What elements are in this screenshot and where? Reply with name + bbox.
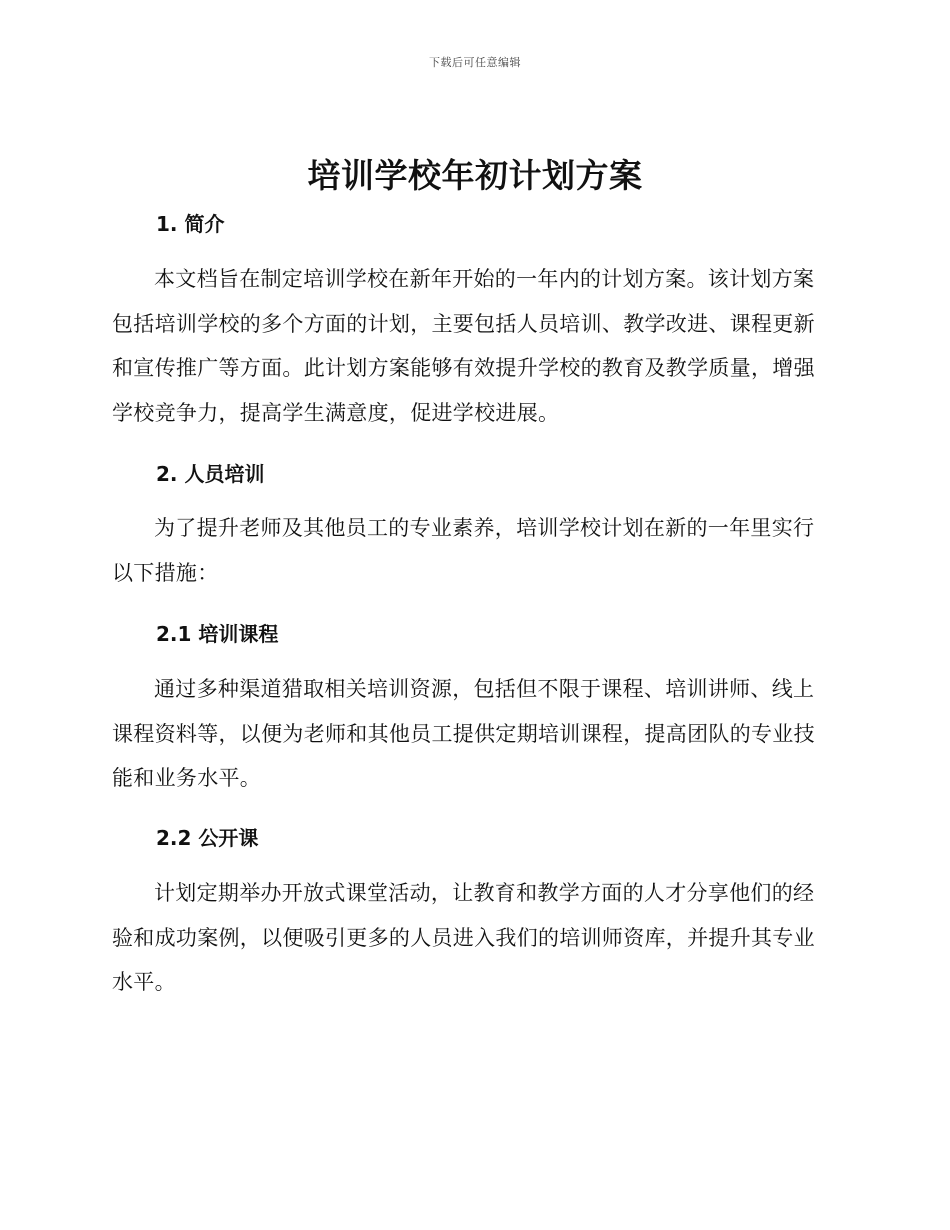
section-heading-open-class: 2.2 公开课	[156, 826, 259, 850]
section-heading-staff-training: 2. 人员培训	[156, 462, 265, 486]
section-paragraph-open-class: 计划定期举办开放式课堂活动，让教育和教学方面的人才分享他们的经验和成功案例，以便吸引更多的人员进入我们的培训师资库，并提升其专业水平。	[112, 881, 815, 994]
page-header-note: 下载后可任意编辑	[429, 56, 521, 69]
section-heading-introduction: 1. 简介	[156, 212, 225, 236]
document-title: 培训学校年初计划方案	[307, 156, 643, 195]
section-paragraph-staff-training: 为了提升老师及其他员工的专业素养，培训学校计划在新的一年里实行以下措施：	[112, 516, 815, 585]
section-paragraph-introduction: 本文档旨在制定培训学校在新年开始的一年内的计划方案。该计划方案包括培训学校的多个方面的计划，主要包括人员培训、教学改进、课程更新和宣传推广等方面。此计划方案能够有效提升学校的教育及教学质量，增强学校竞争力，提高学生满意度，促进学校进展。	[112, 267, 815, 425]
section-paragraph-training-courses: 通过多种渠道猎取相关培训资源，包括但不限于课程、培训讲师、线上课程资料等，以便为老师和其他员工提供定期培训课程，提高团队的专业技能和业务水平。	[112, 677, 815, 790]
section-heading-training-courses: 2.1 培训课程	[156, 622, 279, 646]
